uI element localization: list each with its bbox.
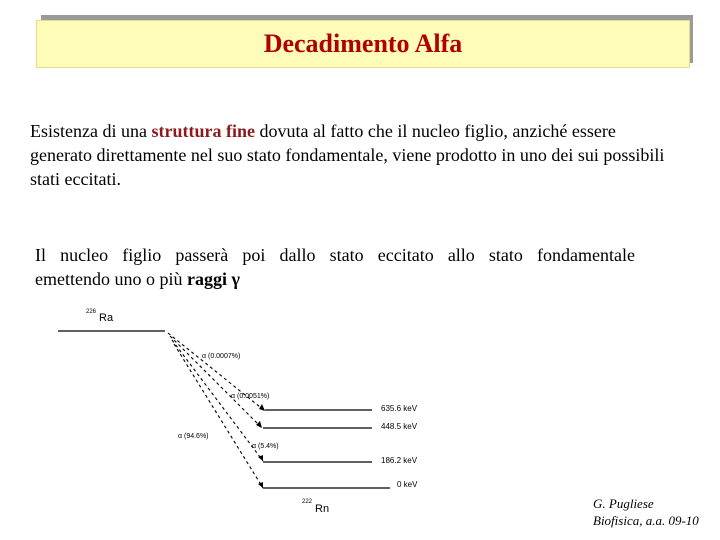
title-banner xyxy=(36,20,690,68)
level-energy-186: 186.2 keV xyxy=(381,456,418,465)
paragraph-gamma-text: emettendo uno o più xyxy=(35,269,187,289)
paragraph-text-start: Esistenza di una xyxy=(30,121,152,141)
alpha-arrow-ground xyxy=(174,344,263,488)
level-energy-448: 448.5 keV xyxy=(381,422,418,431)
arrowhead-635 xyxy=(259,404,265,411)
paragraph-fine-structure xyxy=(30,119,670,191)
paragraph-text-end: dovuta al fatto che il nucleo figlio, anziché essere generato direttamente nel suo stato fondamentale, viene prodotto in uno dei sui possibili stati eccitati. xyxy=(30,121,665,189)
paragraph-gamma-emission xyxy=(35,243,635,291)
branch-label-0051: α (0.0051%) xyxy=(231,393,270,400)
branch-label-946: α (94.6%) xyxy=(178,433,209,440)
highlight-fine-structure: struttura fine xyxy=(151,121,255,141)
paragraph-gamma-line2 xyxy=(35,267,635,291)
page-title: Decadimento Alfa xyxy=(263,29,463,58)
decay-scheme-diagram xyxy=(40,300,460,532)
daughter-mass-number: 222 xyxy=(302,499,313,505)
paragraph-gamma-line1: Il nucleo figlio passerà poi dallo stato eccitato allo stato fondamentale xyxy=(35,245,635,265)
branch-label-54: α (5.4%) xyxy=(252,443,279,450)
alpha-arrow-448 xyxy=(170,336,262,428)
footer-course: Biofisica, a.a. 09-10 xyxy=(593,513,699,528)
daughter-symbol: Rn xyxy=(315,503,330,515)
level-energy-ground: 0 keV xyxy=(397,480,418,489)
arrowhead-ground xyxy=(258,482,263,488)
branch-label-0007: α (0.0007%) xyxy=(202,353,241,360)
arrowhead-448 xyxy=(256,421,262,428)
level-energy-635: 635.6 keV xyxy=(381,404,418,413)
parent-mass-number: 226 xyxy=(86,309,97,315)
footer-author: G. Pugliese xyxy=(593,496,654,511)
gamma-rays-term: raggi γ xyxy=(186,269,240,289)
parent-symbol: Ra xyxy=(99,312,114,324)
footer-credit xyxy=(593,495,718,529)
